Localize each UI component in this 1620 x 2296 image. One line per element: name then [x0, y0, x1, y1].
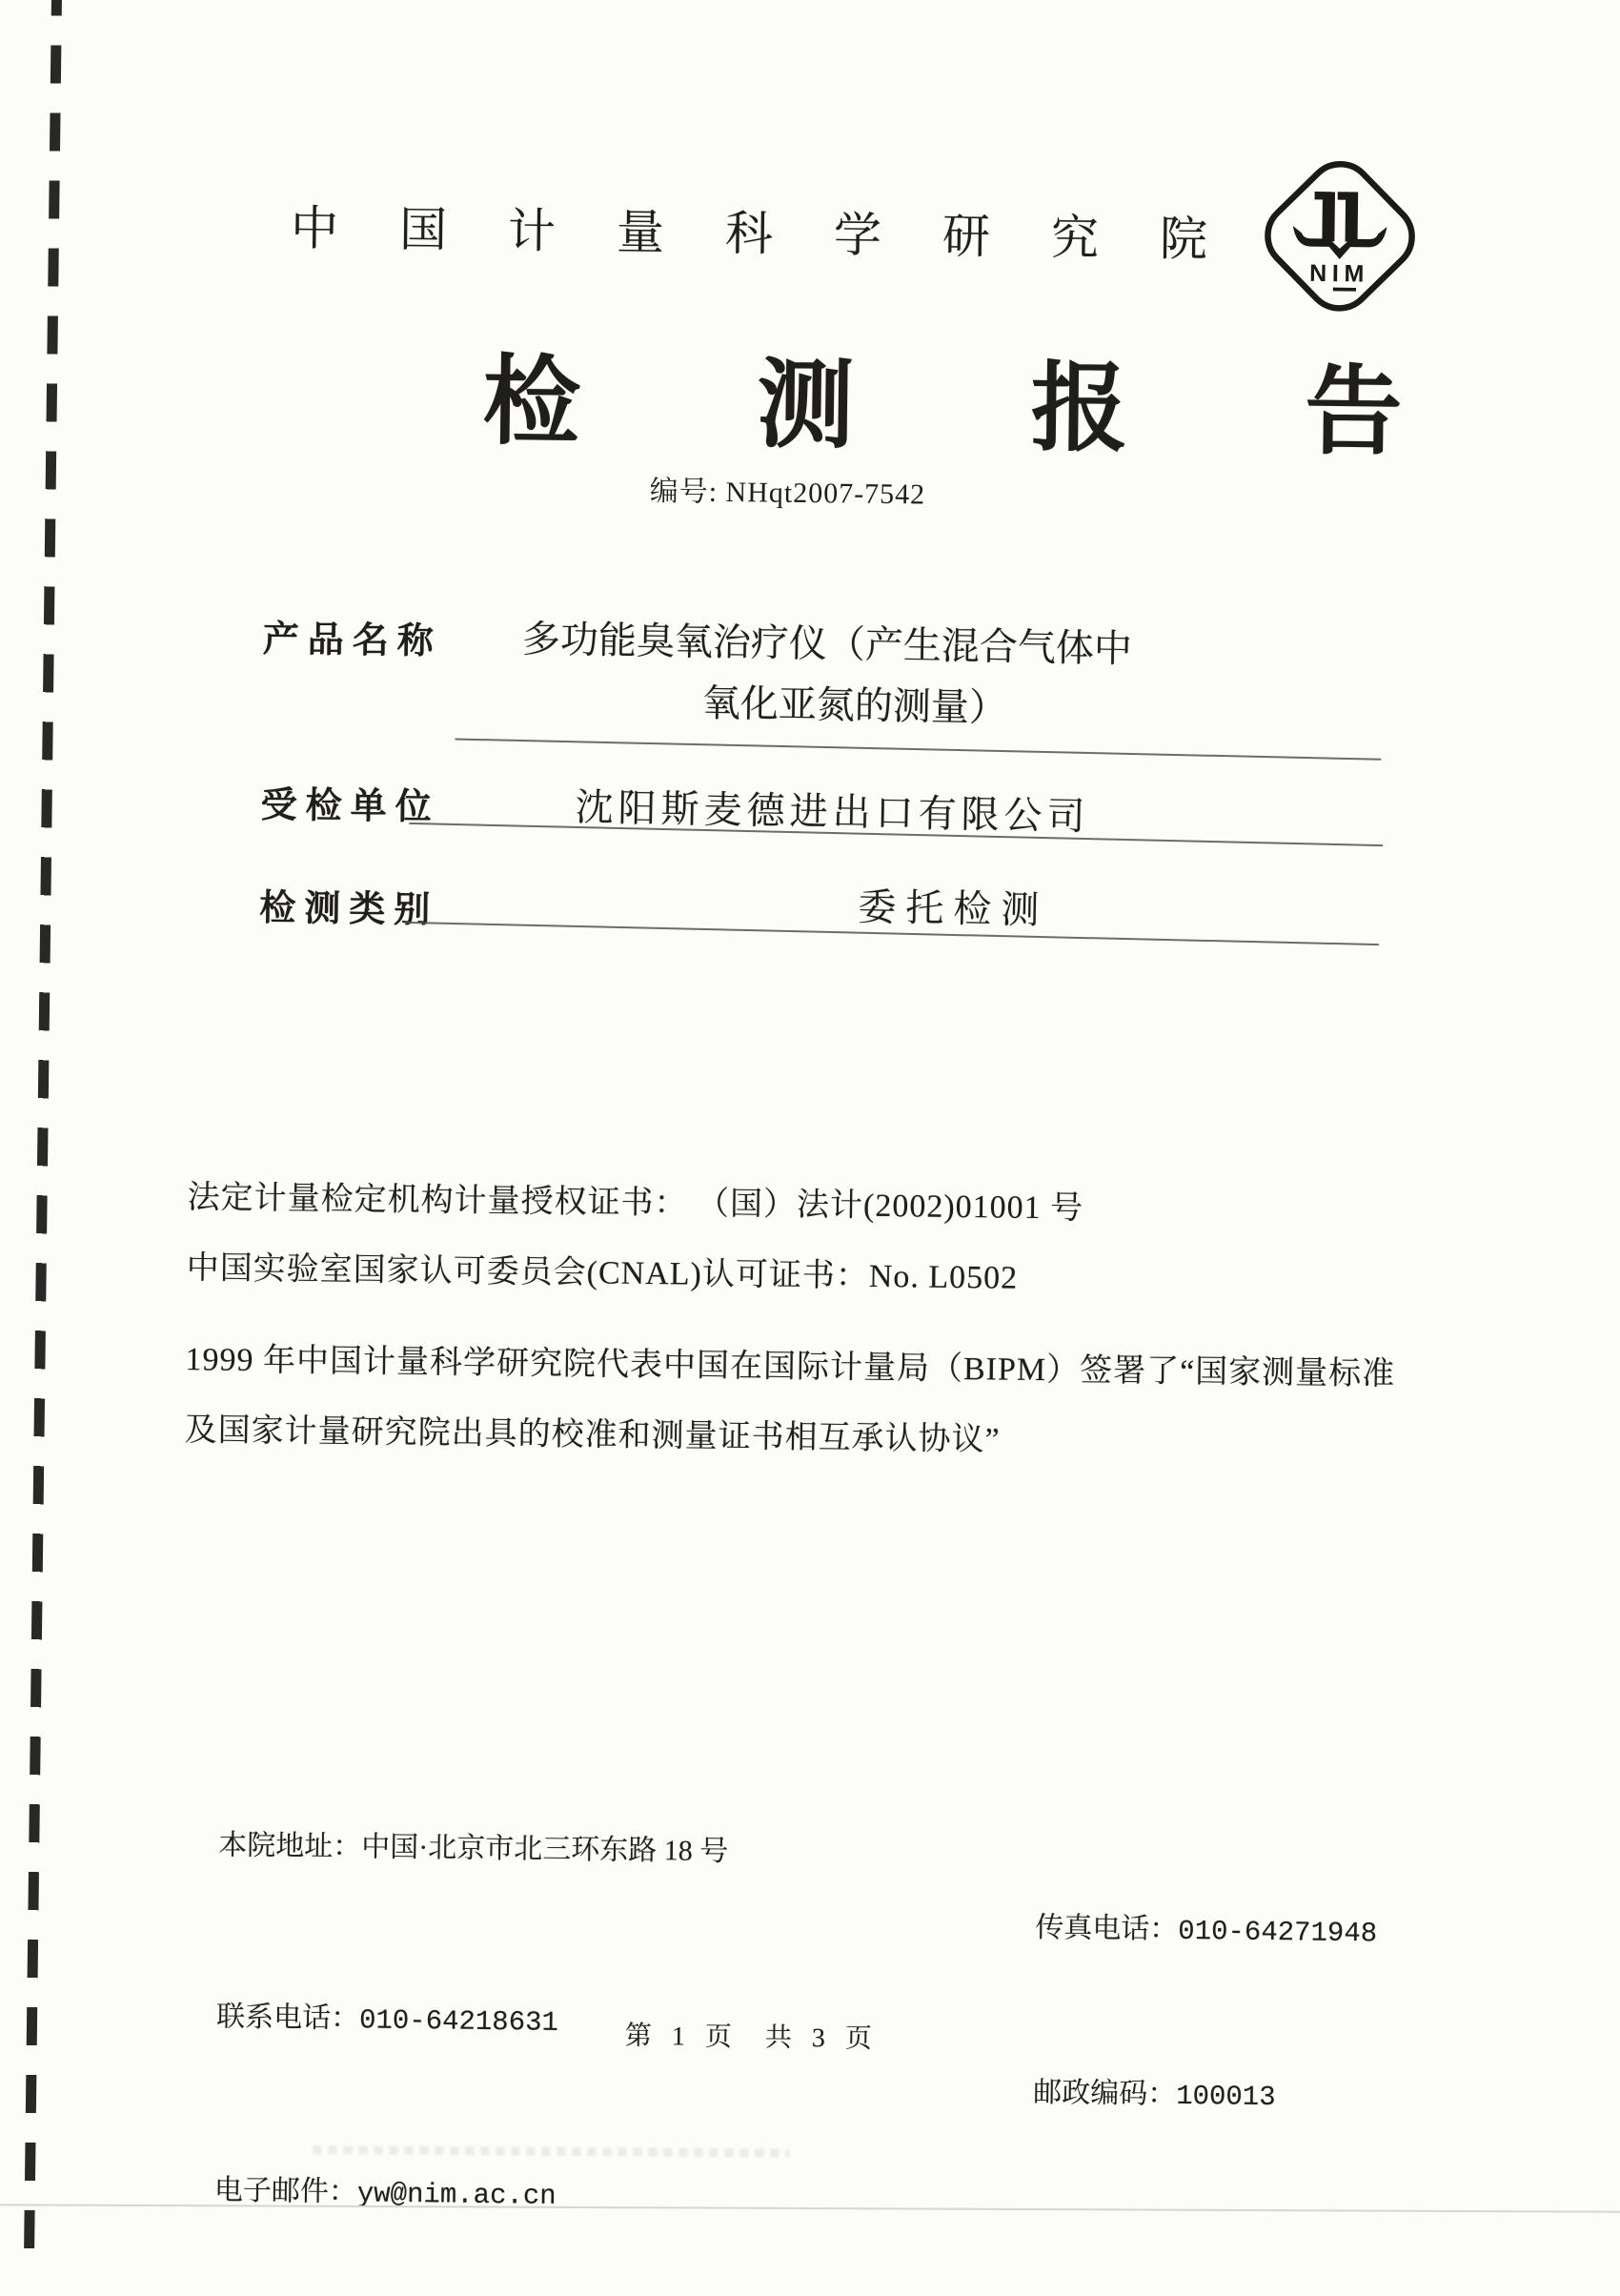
- accreditation-line-1: 法定计量检定机构计量授权证书： （国）法计(2002)01001 号: [187, 1180, 1084, 1227]
- report-number: [649, 467, 925, 513]
- report-title: 检 测 报 告: [482, 348, 1479, 469]
- accreditation-line-2: 中国实验室国家认可委员会(CNAL)认可证书：No. L0502: [186, 1250, 1019, 1296]
- contact-postcode: [989, 2010, 1376, 2180]
- contact-postcode-label: 邮政编码：: [1032, 2077, 1177, 2110]
- mra-paragraph: [184, 1325, 1468, 1481]
- underline-product-name: [455, 739, 1381, 761]
- contact-fax-value: 010-64271948: [1178, 1915, 1378, 1950]
- field-value-client: 沈阳斯麦德进出口有限公司: [575, 785, 1090, 839]
- contact-address-label: 本院地址：: [218, 1829, 362, 1863]
- product-name-line2: 氧化亚氮的测量）: [701, 681, 1008, 730]
- product-name-line1: 多功能臭氧治疗仪（产生混合气体中: [521, 617, 1133, 671]
- report-number-label: 编号:: [649, 475, 719, 508]
- contact-block-right: [989, 1845, 1378, 2180]
- field-value-product-name: [520, 609, 1189, 742]
- nim-logo-text: NIM: [1308, 259, 1370, 288]
- contact-phone-label: 联系电话：: [215, 2001, 360, 2035]
- page-number-footer: 第 1 页 共 3 页: [624, 2021, 880, 2055]
- organization-name: 中国计量科学研究院: [290, 201, 1269, 267]
- binding-dashes: [24, 0, 62, 2255]
- contact-address: [174, 1759, 729, 1938]
- field-label-client: 受检单位: [260, 785, 440, 828]
- mra-line1: 1999 年中国计量科学研究院代表中国在国际计量局（BIPM）签署了“国家测量标准: [185, 1342, 1396, 1392]
- field-value-test-type: 委托检测: [857, 885, 1049, 932]
- contact-postcode-value: 100013: [1175, 2080, 1276, 2114]
- contact-fax-label: 传真电话：: [1035, 1912, 1179, 1945]
- field-label-product-name: 产品名称: [262, 620, 443, 662]
- contact-email-label: 电子邮件：: [213, 2174, 358, 2208]
- contact-phone-value: 010-64218631: [358, 2004, 559, 2039]
- field-label-test-type: 检测类别: [259, 888, 439, 931]
- report-number-value: NHqt2007-7542: [725, 476, 926, 511]
- nim-logo-icon: [1250, 147, 1429, 326]
- mra-line2: 及国家计量研究院出具的校准和测量证书相互承认协议”: [184, 1412, 1001, 1458]
- contact-email-value: yw@nim.ac.cn: [356, 2178, 557, 2212]
- contact-fax: [991, 1845, 1378, 2015]
- contact-address-value: 中国·北京市北三环东路 18 号: [361, 1831, 729, 1868]
- contact-email: [171, 2104, 725, 2285]
